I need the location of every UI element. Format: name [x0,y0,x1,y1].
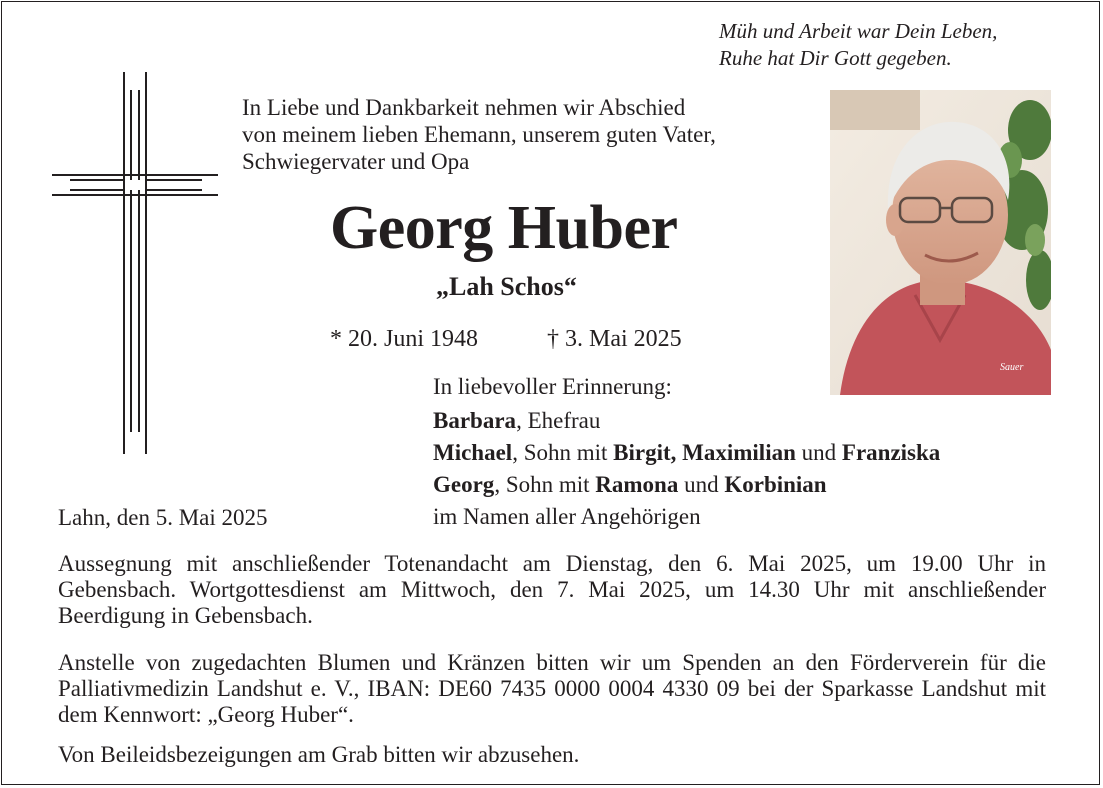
mourner-row [433,437,940,469]
mourner-name: Michael [433,440,513,465]
intro-line-3: Schwiegervater und Opa [242,149,470,174]
service-paragraph: Aussegnung mit anschließender Totenandacht am Dienstag, den 6. Mai 2025, um 19.00 Uhr in Gebensbach. Wortgottesdienst am Mittwoch, den 7. Mai 2025, um 14.30 Uhr mit anschließender Beerdigung in Gebensbach. [58,551,1046,628]
mourner-name: Franziska [841,440,941,465]
intro-line-2: von meinem lieben Ehemann, unserem guten Vater, [242,122,716,147]
mourner-row [433,405,940,437]
mourner-text: und [795,440,842,465]
svg-text:Sauer: Sauer [1000,362,1024,373]
intro-line-1: In Liebe und Dankbarkeit nehmen wir Abschied [242,95,686,120]
motto-line-2: Ruhe hat Dir Gott gegeben. [719,46,952,70]
mourner-text: , Sohn mit [512,440,614,465]
donation-paragraph: Anstelle von zugedachten Blumen und Kränzen bitten wir um Spenden an den Förderverein für die Palliativmedizin Landshut e. V., IBAN: DE60 7435 0000 0004 4330 09 bei der Sparkasse Landshut mit dem Kennwort: „Georg Huber“. [58,650,1046,727]
mourner-name: Birgit, Maximilian [613,440,796,465]
mourner-row [433,501,940,533]
deceased-name: Georg Huber [330,194,678,262]
mourner-text: , Sohn mit [494,472,596,497]
place-date: Lahn, den 5. Mai 2025 [58,505,268,530]
cross-icon [52,72,220,458]
mourner-text: , Ehefrau [516,408,601,433]
condolence-paragraph: Von Beileidsbezeigungen am Grab bitten wir abzusehen. [58,742,580,767]
deceased-nickname: „Lah Schos“ [436,272,577,301]
birth-date: * 20. Juni 1948 [330,326,479,352]
portrait-photo [830,90,1051,395]
motto-line-1: Müh und Arbeit war Dein Leben, [719,19,998,43]
mourner-name: Georg [433,472,495,497]
mourner-name: Barbara [433,408,517,433]
mourners-list [433,405,940,533]
motto-verse [719,18,997,72]
mourner-name: Korbinian [724,472,827,497]
intro-text [242,94,716,175]
death-date: † 3. Mai 2025 [547,326,682,352]
mourner-text: im Namen aller Angehörigen [433,504,701,529]
mourner-row [433,469,940,501]
mourner-name: Ramona [595,472,679,497]
memory-heading: In liebevoller Erinnerung: [433,374,672,399]
mourner-text: und [678,472,725,497]
